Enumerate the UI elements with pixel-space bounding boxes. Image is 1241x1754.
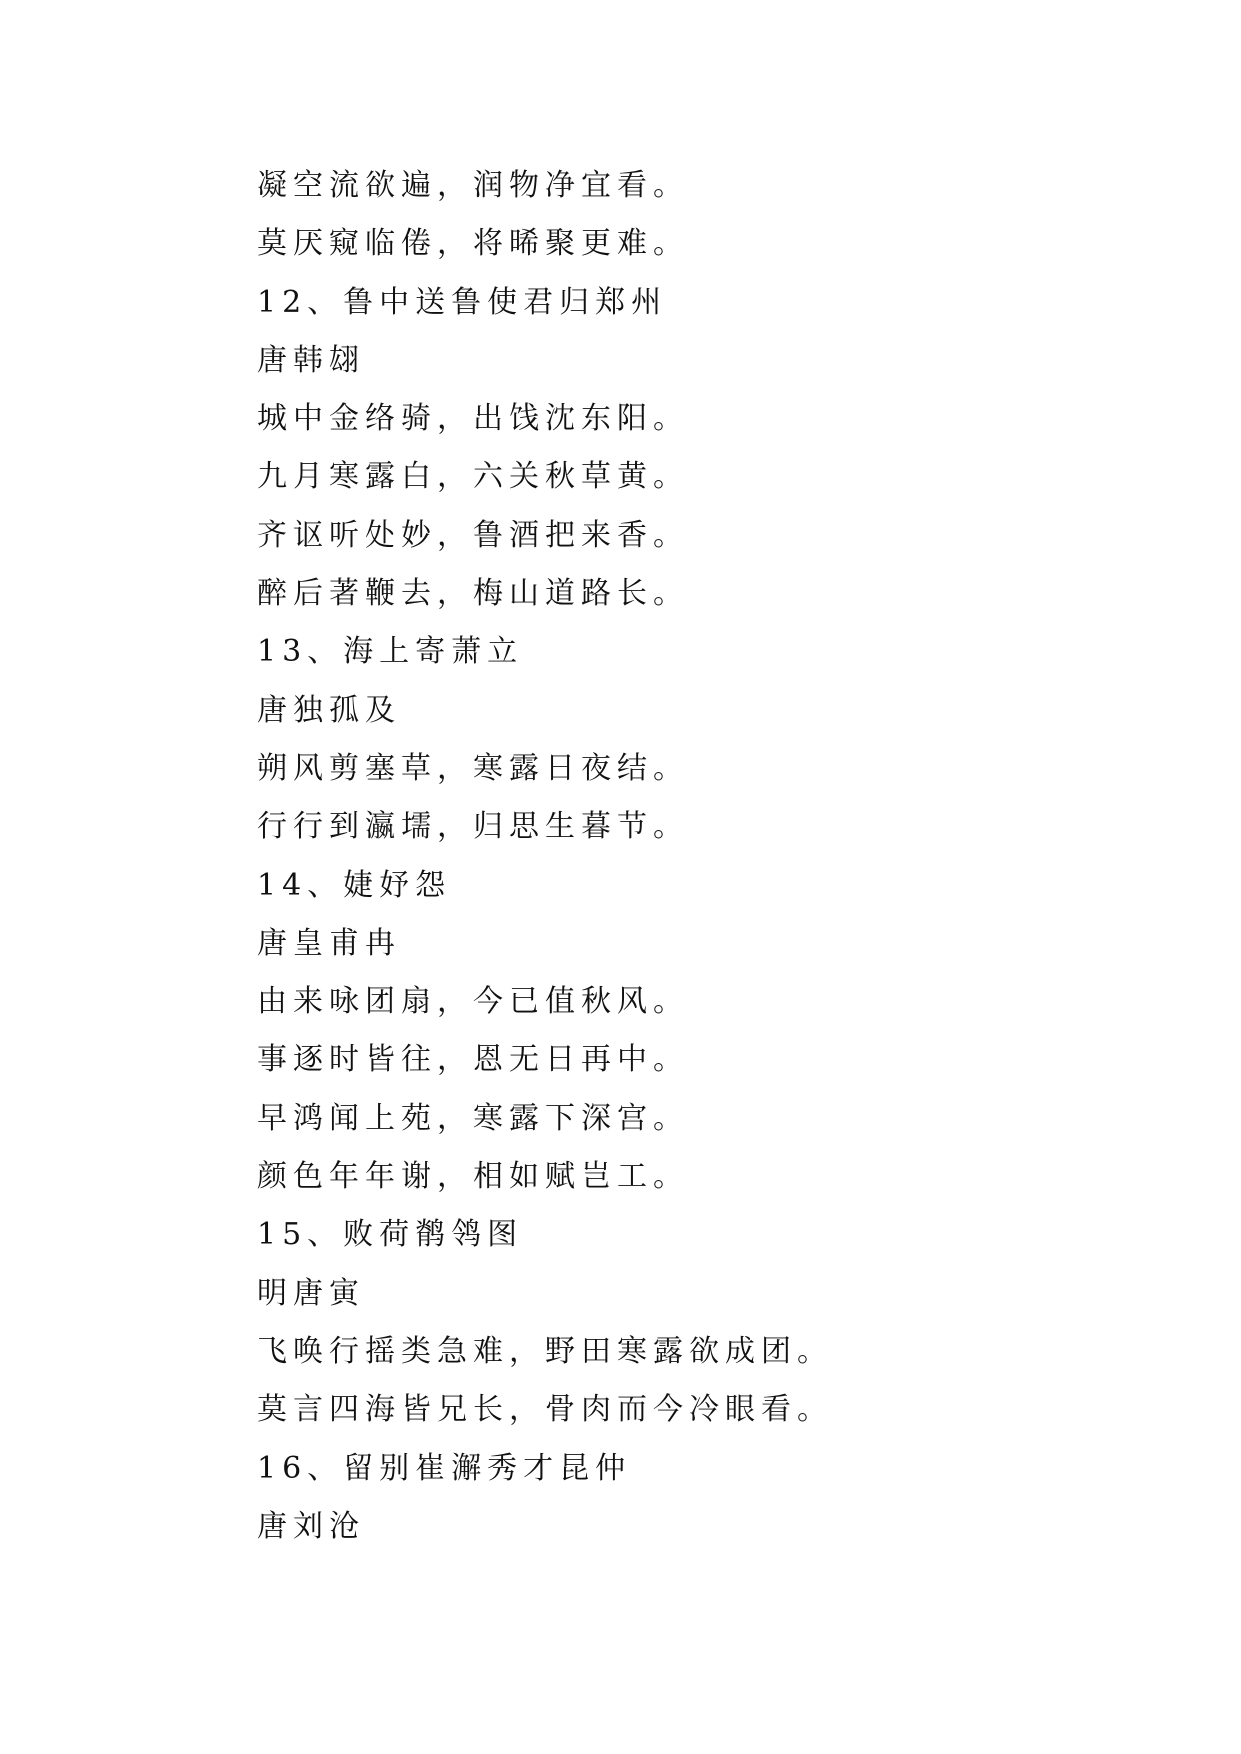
poem-title: 12、鲁中送鲁使君归郑州 — [257, 284, 668, 320]
document-body — [257, 157, 1157, 1556]
poem-line: 齐讴听处妙，鲁酒把来香。 — [257, 517, 689, 553]
poem-line: 醉后著鞭去，梅山道路长。 — [257, 576, 689, 612]
poem-author: 唐刘沧 — [257, 1508, 365, 1544]
poem-title: 16、留别崔澥秀才昆仲 — [257, 1450, 632, 1486]
poem-line: 飞唤行摇类急难，野田寒露欲成团。 — [257, 1333, 833, 1369]
poem-title: 13、海上寄萧立 — [257, 634, 524, 670]
poem-line: 莫厌窥临倦，将晞聚更难。 — [257, 226, 689, 262]
poem-author: 唐独孤及 — [257, 692, 401, 728]
poem-line: 莫言四海皆兄长，骨肉而今冷眼看。 — [257, 1392, 833, 1428]
poem-line: 朔风剪塞草，寒露日夜结。 — [257, 750, 689, 786]
poem-author: 唐韩翃 — [257, 342, 365, 378]
poem-line: 由来咏团扇，今已值秋风。 — [257, 984, 689, 1020]
poem-title: 14、婕妤怨 — [257, 867, 452, 903]
poem-title: 15、败荷鹡鸰图 — [257, 1217, 524, 1253]
poem-line: 早鸿闻上苑，寒露下深宫。 — [257, 1100, 689, 1136]
poem-line: 行行到瀛壖，归思生暮节。 — [257, 809, 689, 845]
poem-line: 凝空流欲遍，润物净宜看。 — [257, 168, 689, 203]
poem-line: 颜色年年谢，相如赋岂工。 — [257, 1159, 689, 1195]
poem-author: 唐皇甫冉 — [257, 925, 401, 961]
poem-author: 明唐寅 — [257, 1275, 365, 1311]
poem-line: 九月寒露白，六关秋草黄。 — [257, 459, 689, 495]
poem-line: 城中金络骑，出饯沈东阳。 — [257, 401, 689, 437]
poem-line: 事逐时皆往，恩无日再中。 — [257, 1042, 689, 1078]
